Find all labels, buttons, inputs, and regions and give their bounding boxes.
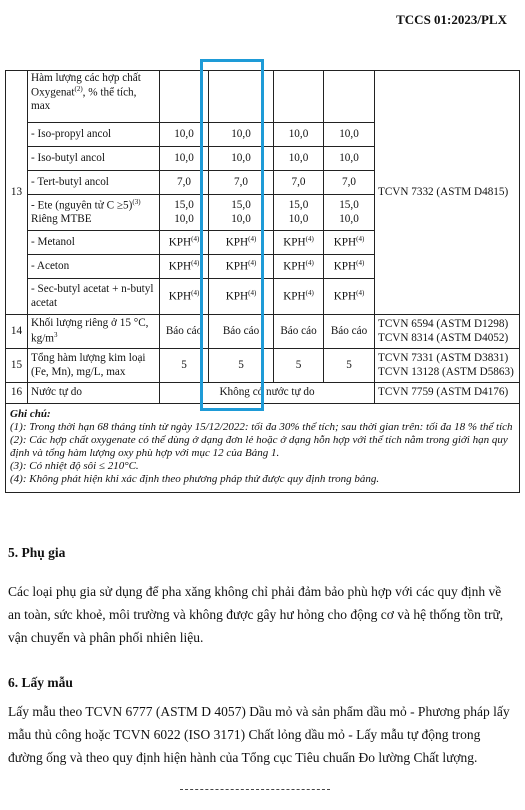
row-label: - Sec-butyl acetat + n-butyl acetat (28, 279, 160, 315)
cell-value: KPH$^{(4)}$ (324, 279, 375, 315)
cell-value: 7,0 (160, 171, 209, 195)
cell-value: 15,0 10,0 (274, 195, 324, 231)
end-rule (180, 789, 330, 790)
row-label: - Iso-propyl ancol (28, 123, 160, 147)
cell-value: KPH$^{(4)}$ (160, 279, 209, 315)
cell-value: 10,0 (160, 147, 209, 171)
merged-value: Không có nước tự do (160, 383, 375, 404)
cell-value: KPH$^{(4)}$ (274, 279, 324, 315)
section-6-text: Lấy mẫu theo TCVN 6777 (ASTM D 4057) Dầu mỏ và sản phẩm dầu mỏ - Phương pháp lấy mẫu thủ công hoặc TCVN 6022 (ISO 3171) Chất lỏng dầu mỏ - Lấy mẫu tự động trong đường ống và theo quy định hiện hành của Tổng cục Tiêu chuẩn Đo lường Chất lượng. (8, 704, 510, 766)
row-number: 15 (6, 349, 28, 383)
cell-value: 15,0 10,0 (324, 195, 375, 231)
cell-value: KPH$^{(4)}$ (209, 255, 274, 279)
table-row (6, 315, 520, 349)
notes-title: Ghi chú: (10, 408, 51, 420)
note-3: (3): Có nhiệt độ sôi ≤ 210°C. (10, 459, 139, 472)
cell-value: Báo cáo (160, 315, 209, 349)
section-6-title: 6. Lấy mẫu (8, 675, 73, 690)
cell-value: KPH$^{(4)}$ (274, 231, 324, 255)
row-label: - Iso-butyl ancol (28, 147, 160, 171)
cell-value: KPH$^{(4)}$ (160, 255, 209, 279)
row-label: - Metanol (28, 231, 160, 255)
cell-value: 10,0 (324, 123, 375, 147)
table-row (6, 349, 520, 383)
row-label: - Ete (nguyên tử C ≥5)$^{(3)}$ Riêng MTBE (28, 195, 160, 231)
cell-value: 10,0 (274, 147, 324, 171)
test-method: TCVN 7331 (ASTM D3831) TCVN 13128 (ASTM D5863) (375, 349, 520, 383)
notes-row (6, 404, 520, 493)
cell-value: 7,0 (324, 171, 375, 195)
notes (6, 404, 520, 493)
row-label: Tổng hàm lượng kim loại (Fe, Mn), mg/L, max (28, 349, 160, 383)
row-number: 16 (6, 383, 28, 404)
cell-value: Báo cáo (324, 315, 375, 349)
row-number: 13 (6, 71, 28, 315)
section-5-text: Các loại phụ gia sử dụng để pha xăng không chỉ phải đảm bảo phù hợp với các quy định về an toàn, sức khoẻ, môi trường và không được gây hư hỏng cho động cơ và hệ thống tồn trữ, vận chuyển và phân phối nhiên liệu. (8, 584, 504, 646)
table-row (6, 383, 520, 404)
note-1: (1): Trong thời hạn 68 tháng tính từ ngày 15/12/2022: tối đa 30% thể tích; sau thời gian trên: tối đa 18 % thể tích (10, 420, 513, 433)
cell-value: KPH$^{(4)}$ (324, 231, 375, 255)
cell-value: 5 (274, 349, 324, 383)
cell-value: 15,0 10,0 (160, 195, 209, 231)
cell-value: 10,0 (160, 123, 209, 147)
cell-value: KPH$^{(4)}$ (160, 231, 209, 255)
cell-value: 10,0 (324, 147, 375, 171)
cell-value: KPH$^{(4)}$ (274, 255, 324, 279)
test-method: TCVN 7759 (ASTM D4176) (375, 383, 520, 404)
cell-value: 5 (324, 349, 375, 383)
cell-value: KPH$^{(4)}$ (209, 279, 274, 315)
cell-value: 10,0 (209, 123, 274, 147)
spec-table (5, 70, 520, 493)
row-label: Nước tự do (28, 383, 160, 404)
row-label: - Tert-butyl ancol (28, 171, 160, 195)
row-sublabel: Riêng MTBE (31, 213, 92, 226)
test-method: TCVN 7332 (ASTM D4815) (375, 71, 520, 315)
cell-value: 10,0 (274, 123, 324, 147)
row-label: Khối lượng riêng ở 15 °C, $kg/m^3$ (28, 315, 160, 349)
cell-value: 15,0 10,0 (209, 195, 274, 231)
row-label: Hàm lượng các hợp chất Oxygenat$^{(2)}$, % thể tích, max (28, 71, 160, 123)
cell-value: KPH$^{(4)}$ (209, 231, 274, 255)
cell-value: Báo cáo (209, 315, 274, 349)
section-5-title: 5. Phụ gia (8, 545, 66, 560)
note-4: (4): Không phát hiện khi xác định theo phương pháp thử được quy định trong bảng. (10, 472, 380, 485)
row-label: - Aceton (28, 255, 160, 279)
cell-value: 5 (160, 349, 209, 383)
note-2: (2): Các hợp chất oxygenate có thể dùng ở dạng đơn lẻ hoặc ở dạng hỗn hợp với thể tích nằm trong giới hạn quy định và tổng hàm lượng oxy phù hợp với mục 12 của Bảng 1. (10, 433, 508, 459)
test-method: TCVN 6594 (ASTM D1298) TCVN 8314 (ASTM D4052) (375, 315, 520, 349)
cell-value: KPH$^{(4)}$ (324, 255, 375, 279)
row-number: 14 (6, 315, 28, 349)
cell-value: 5 (209, 349, 274, 383)
cell-value: 7,0 (209, 171, 274, 195)
cell-value: Báo cáo (274, 315, 324, 349)
table-row (6, 71, 520, 123)
document-code: TCCS 01:2023/PLX (396, 12, 507, 27)
cell-value: 7,0 (274, 171, 324, 195)
cell-value: 10,0 (209, 147, 274, 171)
